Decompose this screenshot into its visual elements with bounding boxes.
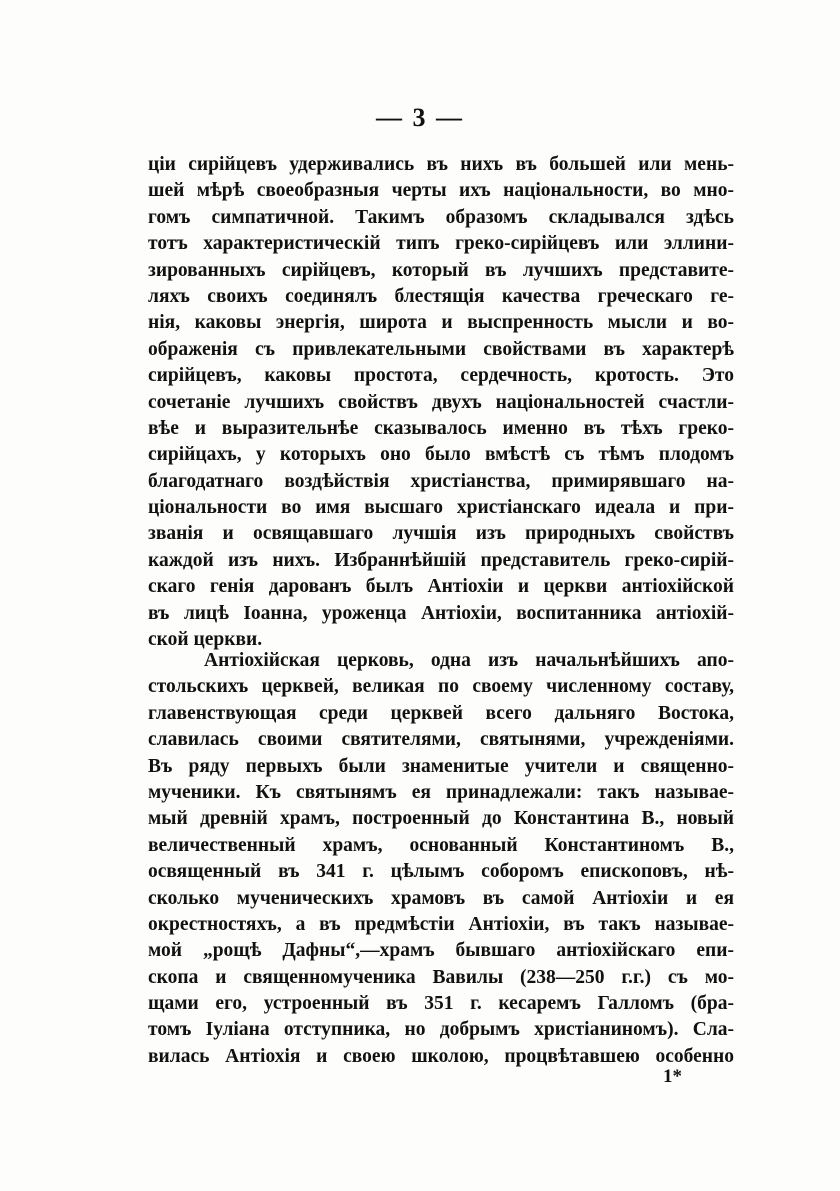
text-line: вѣе и выразительнѣе сказывалось именно въ тѣхъ греко- xyxy=(148,417,734,439)
paragraph-2 xyxy=(148,648,734,1070)
text-line: ціональности во имя высшаго христіанскаго идеала и при- xyxy=(148,497,734,519)
text-line: ляхъ своихъ соединялъ блестящія качества греческаго ге- xyxy=(148,285,734,307)
text-line: мой „рощѣ Дафны“,—храмъ бывшаго антіохійскаго епи- xyxy=(148,940,734,962)
text-line: каждой изъ нихъ. Избраннѣйшій представитель греко-сирій- xyxy=(148,549,734,571)
text-line: освященный въ 341 г. цѣлымъ соборомъ епископовъ, нѣ- xyxy=(148,861,734,883)
text-line: вилась Антіохія и своею школою, процвѣтавшею особенно xyxy=(148,1045,734,1067)
text-line: гомъ симпатичной. Такимъ образомъ складывался здѣсь xyxy=(148,206,734,228)
text-line: скаго генія дарованъ былъ Антіохіи и церкви антіохійской xyxy=(148,576,734,598)
signature-mark: 1* xyxy=(663,1066,682,1087)
text-line: мый древній храмъ, построенный до Константина В., новый xyxy=(148,808,734,830)
text-line: главенствующая среди церквей всего дальняго Востока, xyxy=(148,702,734,724)
text-line: благодатнаго воздѣйствія христіанства, примирявшаго на- xyxy=(148,470,734,492)
text-line: стольскихъ церквей, великая по своему численному составу, xyxy=(148,676,734,698)
page-number: — 3 — xyxy=(376,103,464,132)
text-line: ской церкви. xyxy=(148,629,263,651)
text-line: зированныхъ сирійцевъ, который въ лучшихъ представите- xyxy=(148,259,734,281)
paragraph-1 xyxy=(148,152,734,653)
text-line: ціи сирійцевъ удерживались въ нихъ въ большей или мень- xyxy=(148,154,734,175)
text-line: сирійцахъ, у которыхъ оно было вмѣстѣ съ тѣмъ плодомъ xyxy=(148,444,734,466)
text-line: ображенія съ привлекательными свойствами въ характерѣ xyxy=(148,338,734,360)
text-line: Въ ряду первыхъ были знаменитые учители и священно- xyxy=(148,755,734,777)
text-line: мученики. Къ святынямъ ея принадлежали: такъ называе- xyxy=(148,781,734,803)
text-line: сирійцевъ, каковы простота, сердечность, кротость. Это xyxy=(148,365,734,387)
text-line: славилась своими святителями, святынями, учрежденіями. xyxy=(148,729,734,751)
text-line: скопа и священномученика Вавилы (238—250 г.г.) съ мо- xyxy=(148,966,734,988)
text-line: томъ Іуліана отступника, но добрымъ христіаниномъ). Сла- xyxy=(148,1019,734,1041)
text-line: шей мѣрѣ своеобразныя черты ихъ національности, во мно- xyxy=(148,180,734,202)
text-line: сочетаніе лучшихъ свойствъ двухъ національностей счастли- xyxy=(148,391,734,413)
text-line: Антіохійская церковь, одна изъ начальнѣйшихъ апо- xyxy=(204,650,734,671)
text-line: въ лицѣ Іоанна, уроженца Антіохіи, воспитанника антіохій- xyxy=(148,602,734,624)
text-line: щами его, устроенный въ 351 г. кесаремъ Галломъ (бра- xyxy=(148,993,734,1015)
text-line: величественный храмъ, основанный Константиномъ В., xyxy=(148,834,734,856)
text-line: тотъ характеристическій типъ греко-сирійцевъ или эллини- xyxy=(148,233,734,255)
text-line: сколько мученическихъ храмовъ въ самой Антіохіи и ея xyxy=(148,887,734,909)
text-line: нія, каковы энергія, широта и выспренность мысли и во- xyxy=(148,312,734,334)
text-line: окрестностяхъ, а въ предмѣстіи Антіохіи, въ такъ называе- xyxy=(148,913,734,935)
text-line: званія и освящавшаго лучшія изъ природныхъ свойствъ xyxy=(148,523,734,545)
